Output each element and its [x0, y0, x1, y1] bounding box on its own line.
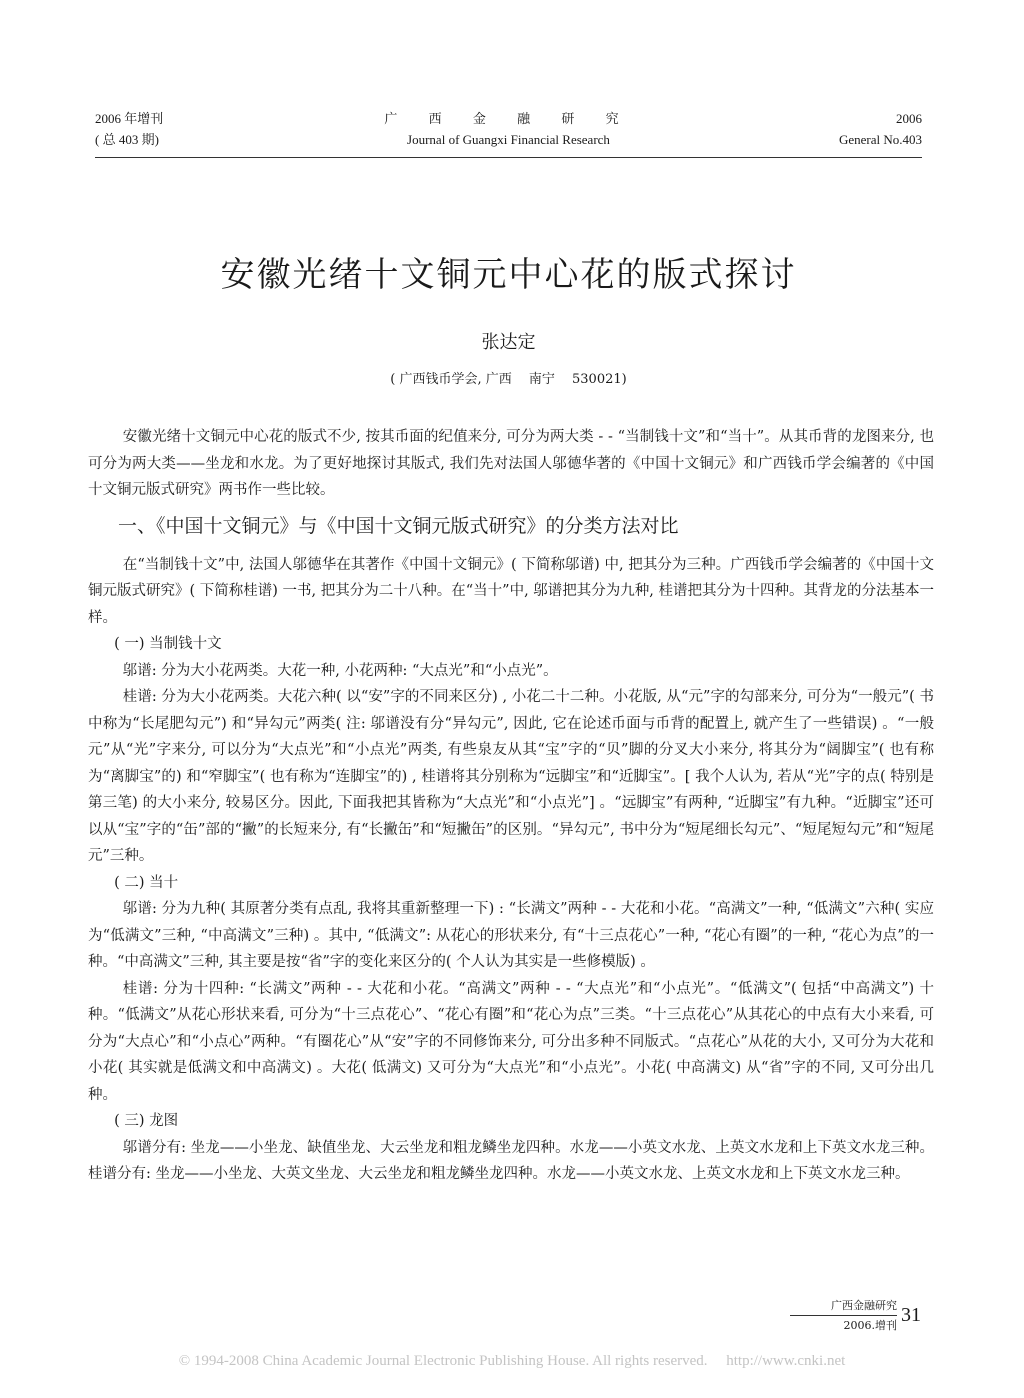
header-journal-en: Journal of Guangxi Financial Research: [407, 132, 610, 147]
paragraph: 桂谱: 分为大小花两类。大花六种( 以“安”字的不同来区分) , 小花二十二种。小花版, 从“元”字的勾部来分, 可分为“一般元”( 书中称为“长尾肥勾元”) 和“异勾元”两类( 注: 邬谱没有分“异勾元”, 因此, 它在论述币面与币背的配置上, 就产生了一些错误) 。“一般元”从“光”字来分, 可以分为“大点光”和“小点光”两类, 有些泉友从其“宝”字的“贝”脚的分叉大小来分, 将其分为“阔脚宝”( 也有称为“离脚宝”的) 和“窄脚宝”( 也有称为“连脚宝”的) , 桂谱将其分别称为“远脚宝”和“近脚宝”。[ 我个人认为, 若从“光”字的点( 特别是第三笔) 的大小来分, 较易区分。因此, 下面我把其皆称为“大点光”和“小点光”] 。“远脚宝”有两种, “近脚宝”有九种。“近脚宝”还可以从“宝”字的“缶”部的“撇”的长短来分, 有“长撇缶”和“短撇缶”的区别。“异勾元”, 书中分为“短尾细长勾元”、“短尾短勾元”和“短尾元”三种。: [88, 689, 934, 864]
page-number: 31: [901, 1304, 921, 1326]
copyright-watermark: © 1994-2008 China Academic Journal Electronic Publishing House. All rights reserved. http://www.cnki.net: [178, 1353, 846, 1369]
footer-issue: 2006.增刊: [843, 1319, 897, 1332]
footer-rule: [790, 1315, 897, 1316]
article-author: 张达定: [481, 332, 536, 353]
header-year: 2006: [896, 111, 922, 126]
subsection-heading: ( 一) 当制钱十文: [114, 636, 222, 652]
header-right: [839, 108, 922, 150]
paragraph: 邬谱: 分为九种( 其原著分类有点乱, 我将其重新整理一下) : “长满文”两种 - - 大花和小花。“高满文”一种, “低满文”六种( 实应为“低满文”三种, “中高满文”三种) 。其中, “低满文”: 从花心的形状来分, 有“十三点花心”一种, “花心有圈”的一种, “花心为点”的一种。“中高满文”三种, 其主要是按“省”字的变化来区分的( 个人认为其实是一些修模版) 。: [88, 901, 934, 970]
intro-paragraph: 安徽光绪十文铜元中心花的版式不少, 按其币面的纪值来分, 可分为两大类 - - “当制钱十文”和“当十”。从其币背的龙图来分, 也可分为两大类——坐龙和水龙。为了更好地探讨其版式, 我们先对法国人邬德华著的《中国十文铜元》和广西钱币学会编著的《中国十文铜元版式研究》两书作一些比较。: [88, 429, 934, 498]
subsection-heading: ( 二) 当十: [114, 874, 179, 891]
paragraph: 邬谱: 分为大小花两类。大花一种, 小花两种: “大点光”和“小点光”。: [122, 662, 558, 679]
page-footer: [790, 1297, 897, 1334]
paragraph: 在“当制钱十文”中, 法国人邬德华在其著作《中国十文铜元》( 下简称邬谱) 中, 把其分为三种。广西钱币学会编著的《中国十文铜元版式研究》( 下简称桂谱) 一书, 把其分为二十八种。在“当十”中, 邬谱把其分为九种, 桂谱把其分为十四种。其背龙的分法基本一样。: [88, 556, 935, 626]
paragraph: 邬谱分有: 坐龙——小坐龙、缺值坐龙、大云坐龙和粗龙鳞坐龙四种。水龙——小英文水龙、上英文水龙和上下英文水龙三种。桂谱分有: 坐龙——小坐龙、大英文坐龙、大云坐龙和粗龙鳞坐龙四种。水龙——小英文水龙、上英文水龙和上下英文水龙三种。: [88, 1139, 934, 1182]
article-body: [88, 424, 934, 1188]
section-heading: 一、《中国十文铜元》与《中国十文铜元版式研究》的分类方法对比: [118, 514, 679, 537]
subsection-heading: ( 三) 龙图: [114, 1113, 179, 1129]
article-title: 安徽光绪十文铜元中心花的版式探讨: [220, 255, 797, 295]
header-year-issue: 2006 年增刊: [95, 111, 164, 126]
header-journal-cn: 广 西 金 融 研 究: [384, 111, 633, 126]
header-center: [95, 108, 922, 150]
article-affiliation: ( 广西钱币学会, 广西 南宁 530021): [390, 372, 627, 387]
header-total-issue: ( 总 403 期): [95, 132, 159, 147]
header-general-no: General No.403: [838, 132, 922, 147]
header-rule: [95, 157, 922, 158]
paragraph: 桂谱: 分为十四种: “长满文”两种 - - 大花和小花。“高满文”两种 - - “大点光”和“小点光”。“低满文”( 包括“中高满文”) 十种。“低满文”从花心形状来看, 可分为“十三点花心”、“花心有圈”和“花心为点”三类。“十三点花心”从其花心的中点有大小来看, 可分为“大点心”和“小点心”两种。“有圈花心”从“安”字的不同修饰来分, 可分出多种不同版式。“点花心”从花的大小, 又可分为大花和小花( 其实就是低满文和中高满文) 。大花( 低满文) 又可分为“大点光”和“小点光”。小花( 中高满文) 从“省”字的不同, 又可分出几种。: [88, 980, 934, 1103]
footer-journal: 广西金融研究: [831, 1299, 897, 1312]
